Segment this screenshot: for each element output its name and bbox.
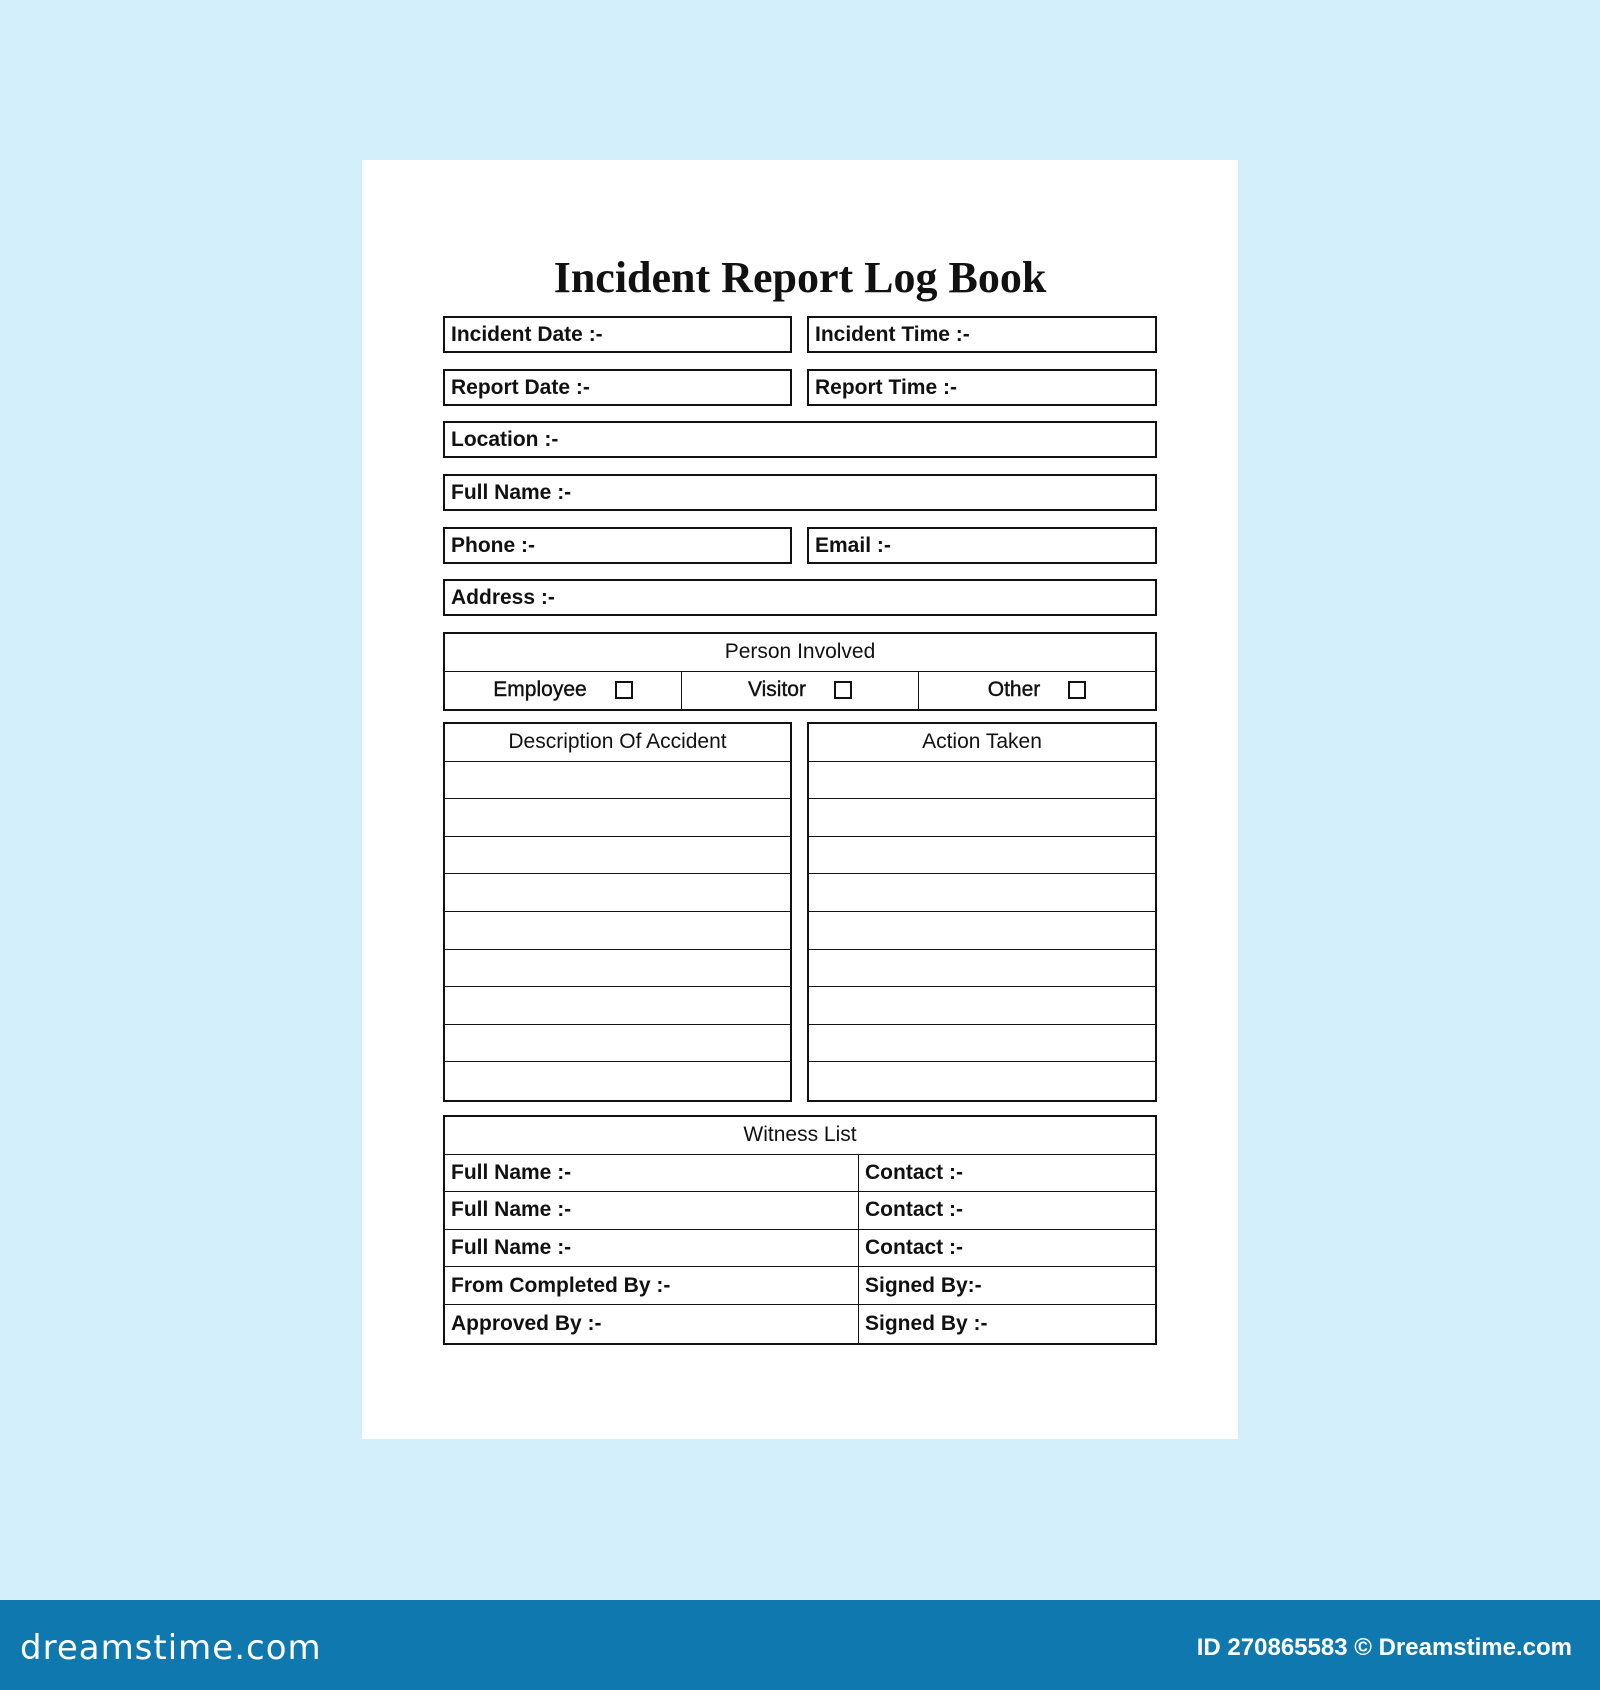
person-involved-table <box>443 632 1157 711</box>
action-line[interactable] <box>809 1062 1155 1100</box>
description-line[interactable] <box>445 837 790 875</box>
full-name-field[interactable]: Full Name :- <box>443 474 1157 511</box>
employee-label: Employee <box>493 678 587 702</box>
employee-checkbox[interactable] <box>615 681 633 699</box>
action-header: Action Taken <box>809 724 1155 762</box>
visitor-label: Visitor <box>748 678 806 702</box>
description-line[interactable] <box>445 874 790 912</box>
witness-row <box>445 1230 1155 1268</box>
dreamstime-logo: dreamstime.com <box>20 1628 322 1668</box>
image-credit: ID 270865583 © Dreamstime.com <box>1196 1634 1572 1661</box>
action-line[interactable] <box>809 837 1155 875</box>
action-line[interactable] <box>809 912 1155 950</box>
description-line[interactable] <box>445 1025 790 1063</box>
person-involved-header: Person Involved <box>445 634 1155 672</box>
email-field[interactable]: Email :- <box>807 527 1157 564</box>
description-line[interactable] <box>445 950 790 988</box>
description-line[interactable] <box>445 912 790 950</box>
witness-row <box>445 1192 1155 1230</box>
action-line[interactable] <box>809 799 1155 837</box>
description-line[interactable] <box>445 762 790 800</box>
report-date-field[interactable]: Report Date :- <box>443 369 792 406</box>
other-checkbox[interactable] <box>1068 681 1086 699</box>
action-table <box>807 722 1157 1102</box>
incident-time-field[interactable]: Incident Time :- <box>807 316 1157 353</box>
approved-by-row <box>445 1305 1155 1343</box>
report-time-field[interactable]: Report Time :- <box>807 369 1157 406</box>
action-line[interactable] <box>809 1025 1155 1063</box>
signed-by-cell[interactable]: Signed By:- <box>865 1273 982 1297</box>
completed-by-row <box>445 1267 1155 1305</box>
description-line[interactable] <box>445 1062 790 1100</box>
action-line[interactable] <box>809 874 1155 912</box>
visitor-option[interactable] <box>682 672 919 710</box>
signed-by-cell[interactable]: Signed By :- <box>865 1311 988 1335</box>
action-line[interactable] <box>809 950 1155 988</box>
page-title: Incident Report Log Book <box>553 253 1047 302</box>
description-header: Description Of Accident <box>445 724 790 762</box>
witness-contact-cell[interactable]: Contact :- <box>865 1198 963 1222</box>
completed-by-cell[interactable]: From Completed By :- <box>445 1267 859 1304</box>
approved-by-cell[interactable]: Approved By :- <box>445 1305 859 1343</box>
other-option[interactable] <box>919 672 1155 710</box>
witness-header: Witness List <box>445 1117 1155 1155</box>
witness-name-cell[interactable]: Full Name :- <box>445 1192 859 1229</box>
description-line[interactable] <box>445 987 790 1025</box>
description-line[interactable] <box>445 799 790 837</box>
employee-option[interactable] <box>445 672 682 710</box>
witness-row <box>445 1155 1155 1193</box>
visitor-checkbox[interactable] <box>834 681 852 699</box>
incident-date-field[interactable]: Incident Date :- <box>443 316 792 353</box>
witness-contact-cell[interactable]: Contact :- <box>865 1236 963 1260</box>
witness-table <box>443 1115 1157 1345</box>
other-label: Other <box>987 678 1041 702</box>
action-line[interactable] <box>809 987 1155 1025</box>
address-field[interactable]: Address :- <box>443 579 1157 616</box>
phone-field[interactable]: Phone :- <box>443 527 792 564</box>
witness-contact-cell[interactable]: Contact :- <box>865 1160 963 1184</box>
description-table <box>443 722 792 1102</box>
location-field[interactable]: Location :- <box>443 421 1157 458</box>
action-line[interactable] <box>809 762 1155 800</box>
footer-bar <box>0 1600 1600 1690</box>
witness-name-cell[interactable]: Full Name :- <box>445 1230 859 1267</box>
witness-name-cell[interactable]: Full Name :- <box>445 1155 859 1192</box>
